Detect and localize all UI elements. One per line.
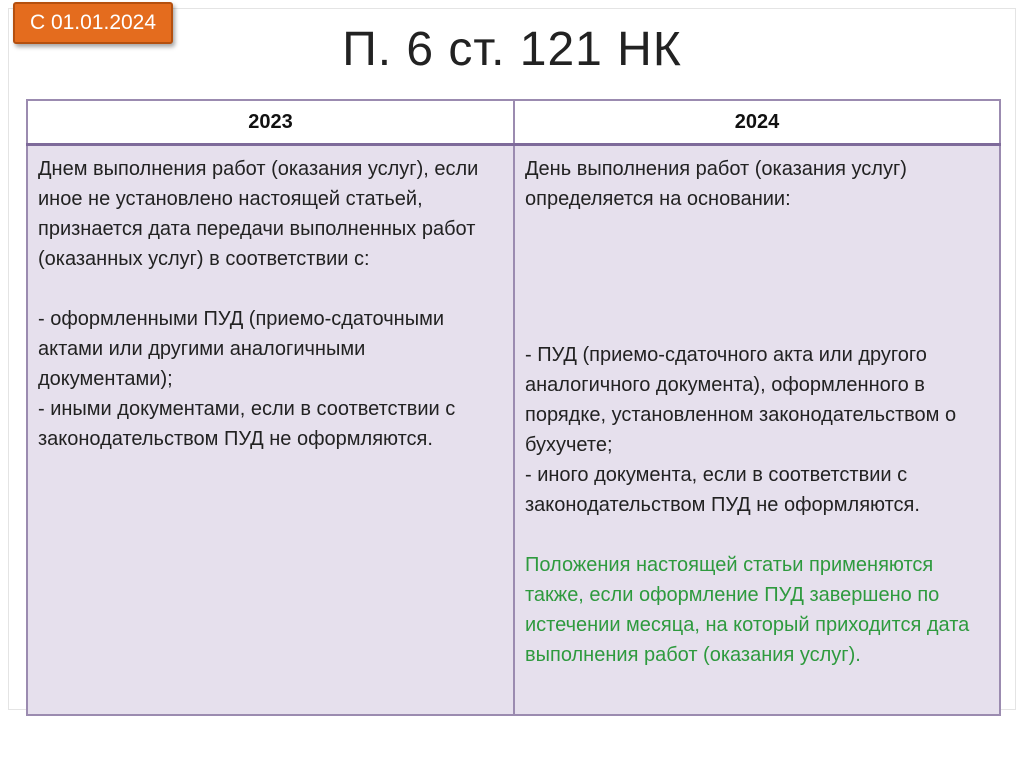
header-2023: 2023: [27, 100, 514, 145]
cell-2023: [27, 145, 514, 716]
text-2024-item2: - иного документа, если в соответствии с законодательством ПУД не оформляются.: [525, 464, 920, 516]
text-2024-note: Положения настоящей статьи применяются также, если оформление ПУД завершено по истечении месяца, на который приходится дата выполнения работ (оказания услуг).: [525, 554, 970, 666]
cell-2024: [514, 145, 1000, 716]
header-2024: 2024: [514, 100, 1000, 145]
spacer: [525, 214, 989, 340]
comparison-table: [26, 99, 1001, 716]
table-header-row: [27, 100, 1000, 145]
text-2024-intro: День выполнения работ (оказания услуг) определяется на основании:: [525, 158, 907, 210]
spacer: [525, 520, 989, 550]
spacer: [38, 274, 503, 304]
text-2023-intro: Днем выполнения работ (оказания услуг), если иное не установлено настоящей статьей, признается дата передачи выполненных работ (оказанных услуг) в соответствии с:: [38, 158, 479, 270]
table-row: [27, 145, 1000, 716]
text-2024-item1: - ПУД (приемо-сдаточного акта или другого аналогичного документа), оформленного в порядке, установленном законодательством о бухучете;: [525, 344, 957, 456]
slide-title: П. 6 ст. 121 НК: [342, 23, 682, 76]
badge-label: С 01.01.2024: [29, 11, 157, 34]
text-2023-item1: - оформленными ПУД (приемо-сдаточными актами или другими аналогичными документами);: [38, 308, 444, 390]
text-2023-item2: - иными документами, если в соответствии с законодательством ПУД не оформляются.: [38, 398, 456, 450]
